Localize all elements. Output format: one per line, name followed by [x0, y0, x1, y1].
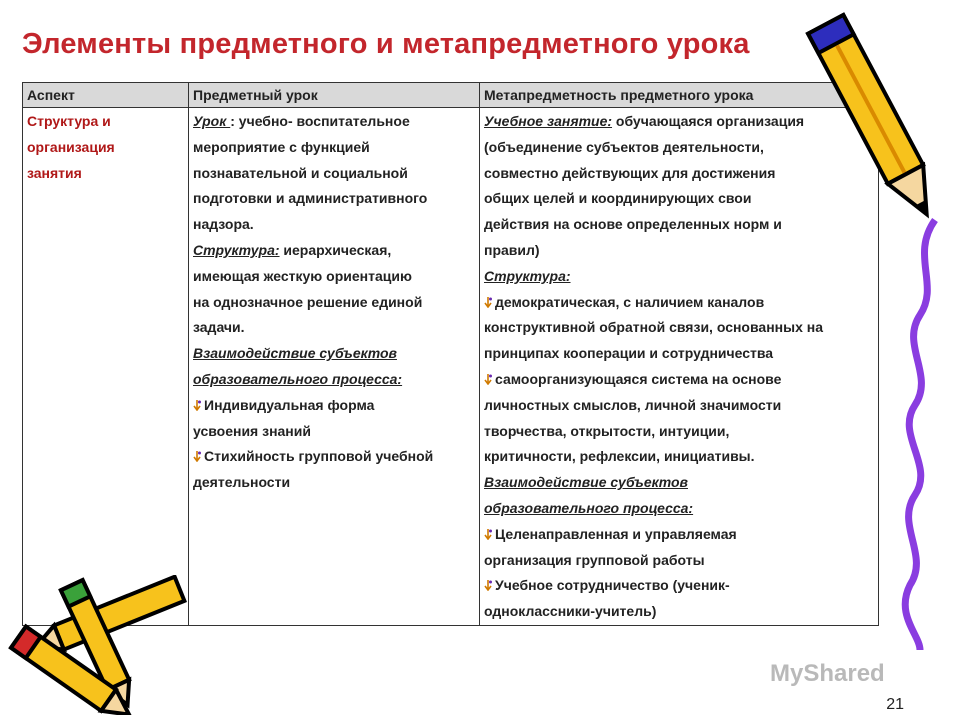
line-text: Целенаправленная и управляемая [495, 525, 737, 542]
watermark-logo: MyShared [770, 660, 885, 687]
pencil-illustration [800, 2, 950, 232]
underlined-term: образовательного процесса: [193, 370, 403, 387]
cell-line [193, 470, 475, 496]
aspect-line: Структура и [27, 113, 111, 129]
cell-line [484, 264, 874, 290]
cell-line [193, 186, 475, 212]
bullet-icon [484, 529, 493, 540]
cell-line [193, 419, 475, 445]
line-text: надзора. [193, 216, 254, 233]
header-aspect: Аспект [23, 83, 189, 108]
table-row [23, 108, 879, 626]
slide-title: Элементы предметного и метапредметного урока [22, 28, 750, 60]
line-text: на однозначное решение единой [193, 293, 423, 310]
cell-line [193, 212, 475, 238]
cell-line [484, 367, 874, 393]
line-text: усвоения знаний [193, 422, 311, 439]
cell-line [484, 522, 874, 548]
cell-line [484, 341, 874, 367]
cell-line [193, 238, 475, 264]
header-subject-lesson: Предметный урок [189, 83, 480, 108]
bullet-icon [193, 400, 202, 411]
cell-line [193, 341, 475, 367]
line-text: совместно действующих для достижения [484, 164, 776, 181]
line-text: демократическая, с наличием каналов [495, 293, 765, 310]
line-text: критичности, рефлексии, инициативы. [484, 448, 755, 465]
cell-line [484, 290, 874, 316]
bullet-icon [193, 451, 202, 462]
bullet-icon [484, 297, 493, 308]
line-text: (объединение субъектов деятельности, [484, 138, 764, 155]
line-text: личностных смыслов, личной значимости [484, 396, 782, 413]
line-text: иерархическая, [279, 241, 392, 258]
line-text: одноклассники-учитель) [484, 603, 657, 620]
line-text: творчества, открытости, интуиции, [484, 422, 730, 439]
cell-aspect [23, 108, 189, 626]
cell-subject-lesson [189, 108, 480, 626]
line-text: : учебно- воспитательное [230, 113, 410, 129]
header-metasubject-lesson: Метапредметность предметного урока [480, 83, 879, 108]
cell-line [484, 573, 874, 599]
line-text: действия на основе определенных норм и [484, 216, 782, 233]
cell-line [193, 290, 475, 316]
cell-line [484, 444, 874, 470]
page-number: 21 [886, 696, 904, 713]
line-text: деятельности [193, 474, 291, 491]
line-text: самоорганизующаяся система на основе [495, 370, 782, 387]
cell-line [193, 161, 475, 187]
cell-line [193, 393, 475, 419]
underlined-term: Взаимодействие субъектов [193, 345, 397, 362]
squiggle-line-decoration [890, 215, 950, 655]
aspect-line: организация [27, 138, 115, 155]
line-text: Стихийность групповой учебной [204, 448, 434, 465]
cell-line [484, 599, 874, 625]
line-text: подготовки и административного [193, 190, 428, 207]
cell-line [193, 135, 475, 161]
underlined-term: Учебное занятие: [484, 113, 613, 129]
line-text: конструктивной обратной связи, основанных на [484, 319, 823, 336]
line-text: имеющая жесткую ориентацию [193, 267, 412, 284]
comparison-table [22, 82, 879, 626]
aspect-line: занятия [27, 164, 82, 181]
line-text: принципах кооперации и сотрудничества [484, 345, 774, 362]
line-text: задачи. [193, 319, 245, 336]
line-text: Учебное сотрудничество (ученик- [495, 577, 730, 594]
cell-line [193, 367, 475, 393]
cell-line [484, 496, 874, 522]
bullet-icon [484, 580, 493, 591]
cell-line [484, 419, 874, 445]
cell-line [484, 548, 874, 574]
underlined-term: Взаимодействие субъектов [484, 474, 688, 491]
bullet-icon [484, 374, 493, 385]
underlined-term: Структура: [484, 267, 571, 284]
table-header-row [23, 83, 879, 108]
line-text: Индивидуальная форма [204, 396, 375, 413]
underlined-term: Урок [193, 113, 231, 129]
cell-line [193, 109, 475, 135]
cell-line [484, 315, 874, 341]
line-text: общих целей и координирующих свои [484, 190, 752, 207]
line-text: обучающаяся организация [612, 113, 805, 129]
cell-line [193, 444, 475, 470]
cell-line [484, 238, 874, 264]
line-text: организация групповой работы [484, 551, 705, 568]
cell-line [484, 470, 874, 496]
line-text: мероприятие с функцией [193, 138, 370, 155]
line-text: правил) [484, 241, 540, 258]
line-text: познавательной и социальной [193, 164, 408, 181]
underlined-term: Структура: [193, 241, 280, 258]
cell-line [193, 264, 475, 290]
pencils-illustration [0, 575, 200, 715]
cell-line [484, 393, 874, 419]
cell-line [193, 315, 475, 341]
underlined-term: образовательного процесса: [484, 499, 694, 516]
